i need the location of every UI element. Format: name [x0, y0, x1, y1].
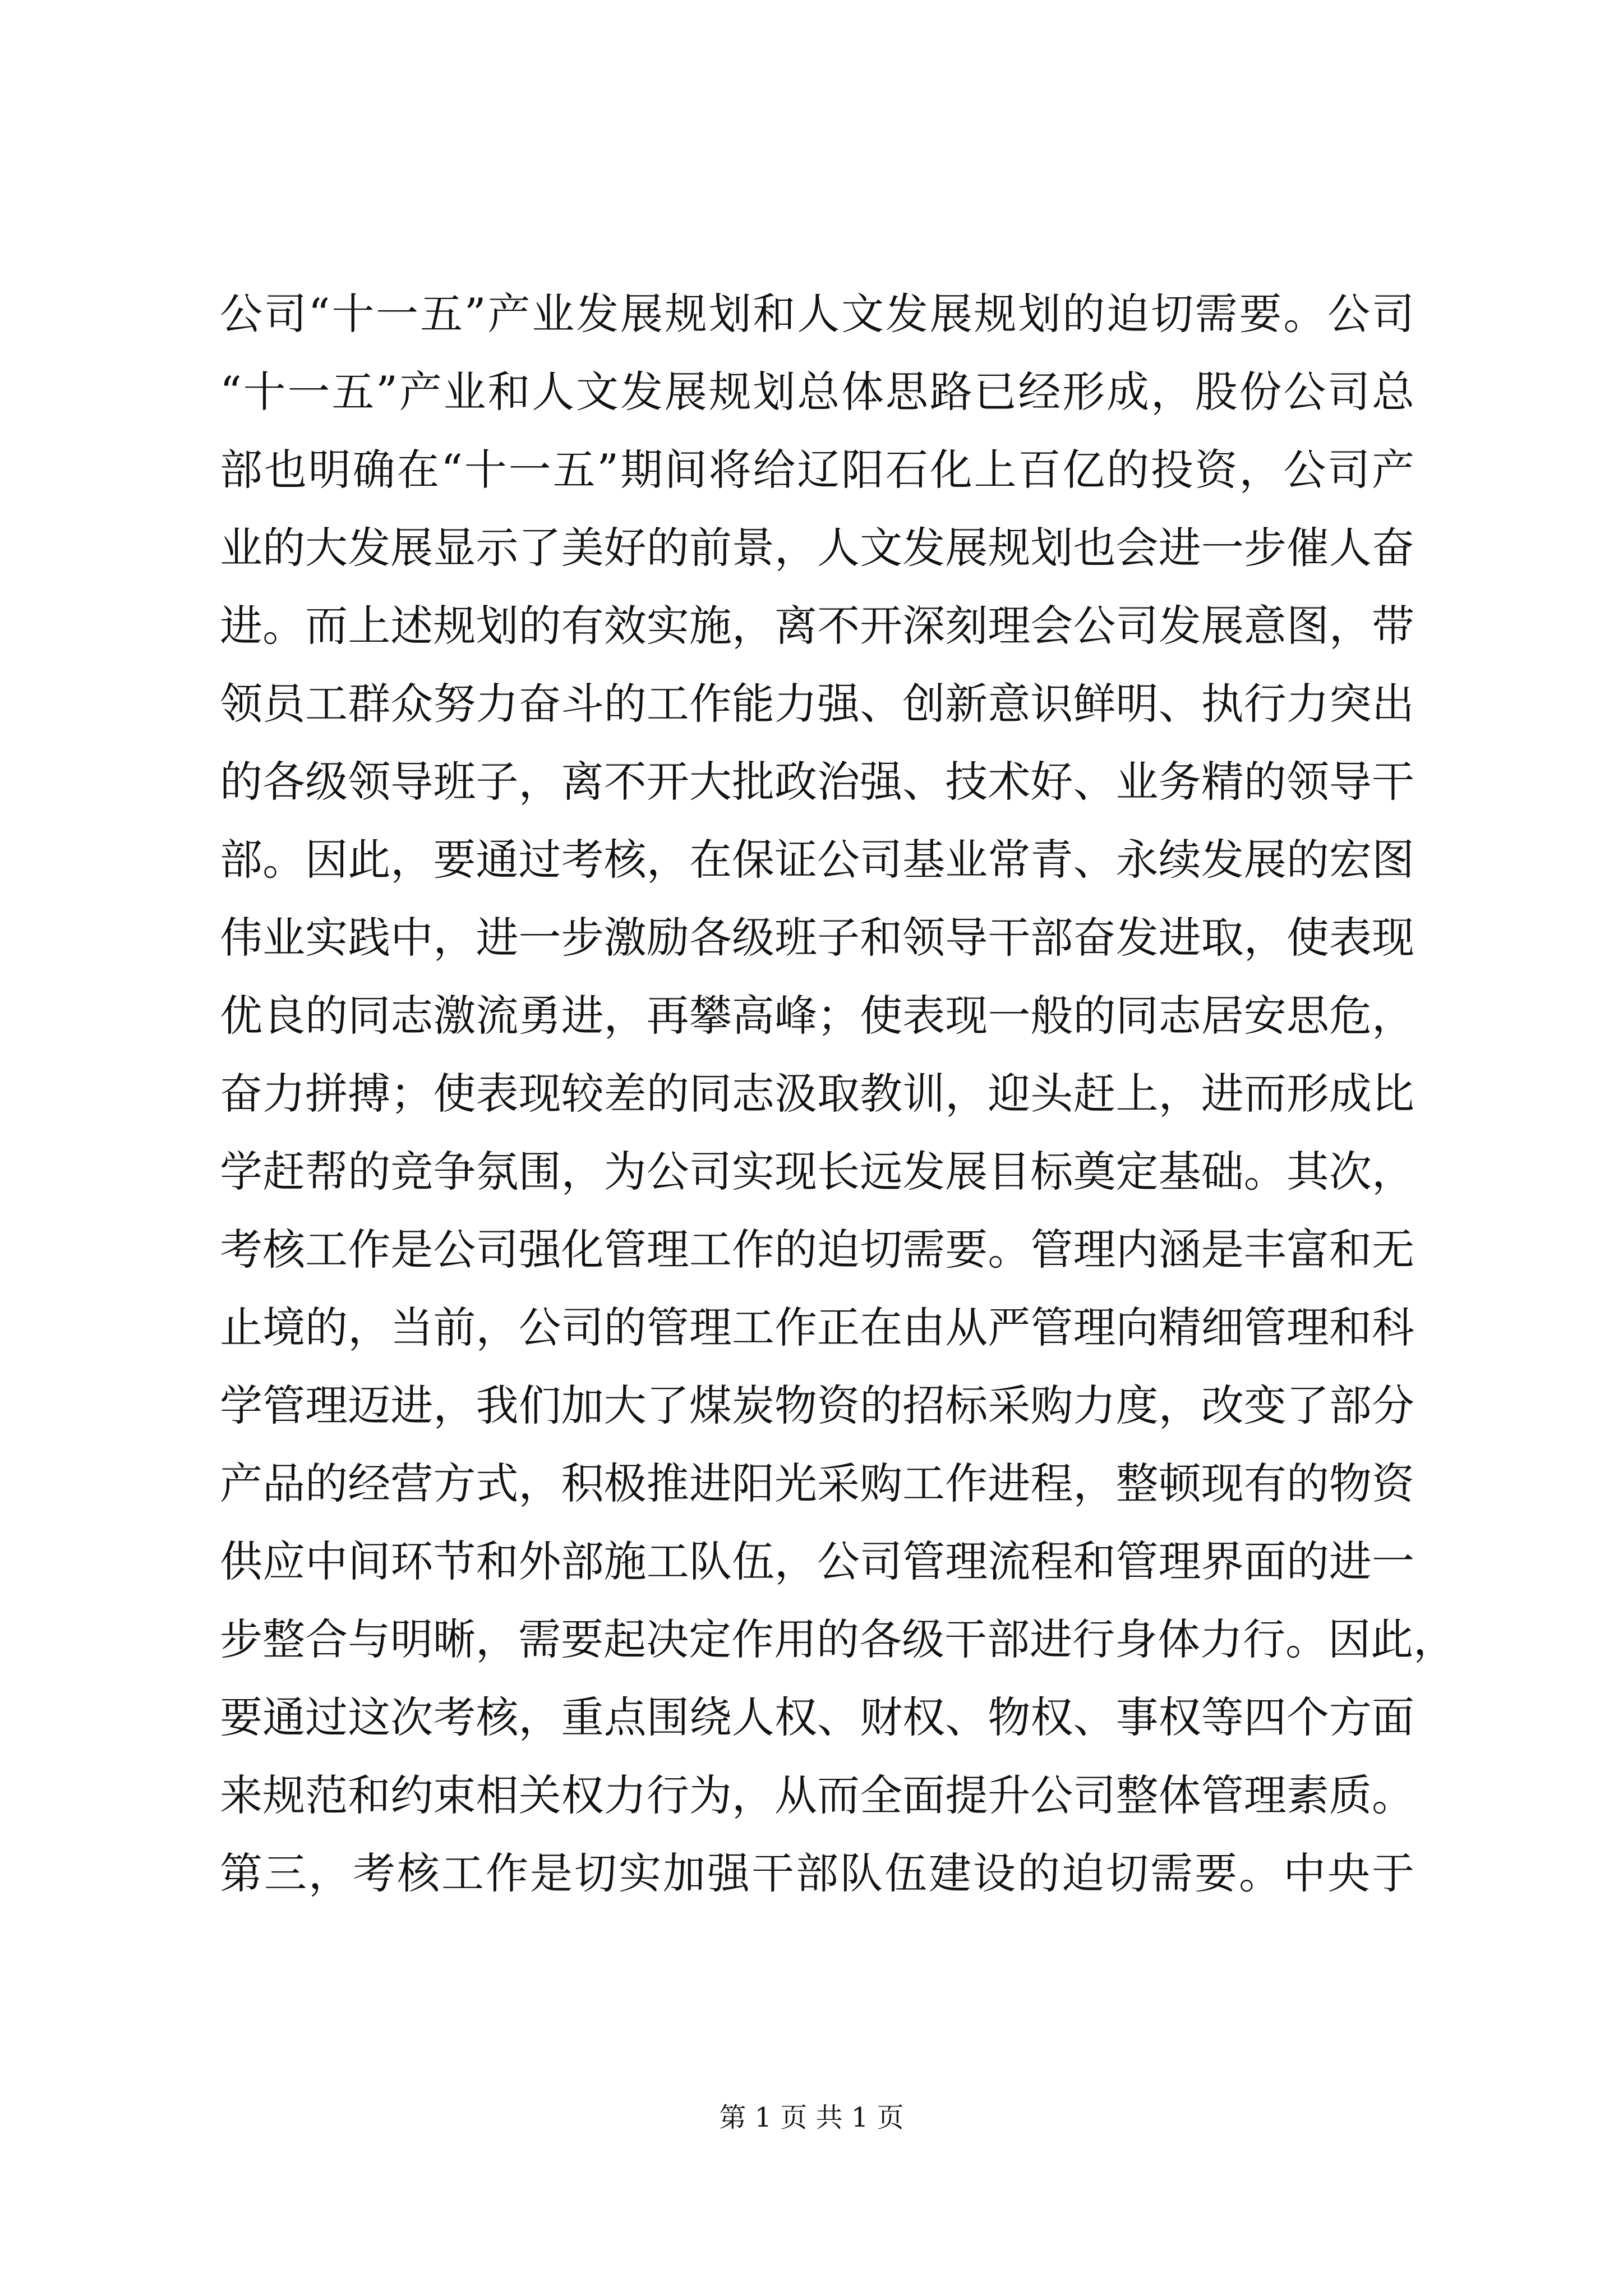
- text-line: 步整合与明晰，需要起决定作用的各级干部进行身体力行。因此，: [220, 1614, 1456, 1664]
- text-line: 产品的经营方式，积极推进阳光采购工作进程，整顿现有的物资: [220, 1458, 1414, 1508]
- text-line: 进。而上述规划的有效实施，离不开深刻理会公司发展意图，带: [220, 601, 1414, 651]
- text-line: 优良的同志激流勇进，再攀高峰；使表现一般的同志居安思危，: [220, 991, 1414, 1041]
- text-line: 业的大发展显示了美好的前景，人文发展规划也会进一步催人奋: [220, 523, 1414, 573]
- text-line: 奋力拼搏；使表现较差的同志汲取教训，迎头赶上，进而形成比: [220, 1069, 1414, 1119]
- page-number-label: 第 1 页 共 1 页: [719, 2102, 904, 2133]
- text-line: “十一五”产业和人文发展规划总体思路已经形成，股份公司总: [220, 367, 1414, 417]
- text-line: 部也明确在“十一五”期间将给辽阳石化上百亿的投资，公司产: [220, 445, 1414, 495]
- text-line: 的各级领导班子，离不开大批政治强、技术好、业务精的领导干: [220, 757, 1414, 807]
- text-line: 伟业实践中，进一步激励各级班子和领导干部奋发进取，使表现: [220, 913, 1414, 963]
- text-line: 来规范和约束相关权力行为，从而全面提升公司整体管理素质。: [220, 1770, 1414, 1820]
- text-line: 考核工作是公司强化管理工作的迫切需要。管理内涵是丰富和无: [220, 1225, 1414, 1274]
- text-line: 学管理迈进，我们加大了煤炭物资的招标采购力度，改变了部分: [220, 1381, 1414, 1430]
- text-line: 部。因此，要通过考核，在保证公司基业常青、永续发展的宏图: [220, 835, 1414, 885]
- text-line: 公司“十一五”产业发展规划和人文发展规划的迫切需要。公司: [220, 289, 1414, 339]
- text-line: 供应中间环节和外部施工队伍，公司管理流程和管理界面的进一: [220, 1536, 1414, 1586]
- text-line: 领员工群众努力奋斗的工作能力强、创新意识鲜明、执行力突出: [220, 679, 1414, 729]
- text-line: 学赶帮的竞争氛围，为公司实现长远发展目标奠定基础。其次，: [220, 1147, 1414, 1197]
- text-line: 第三，考核工作是切实加强干部队伍建设的迫切需要。中央于: [220, 1848, 1414, 1898]
- text-line: 要通过这次考核，重点围绕人权、财权、物权、事权等四个方面: [220, 1692, 1414, 1742]
- body-text: [220, 275, 1456, 1912]
- text-line: 止境的，当前，公司的管理工作正在由从严管理向精细管理和科: [220, 1303, 1414, 1352]
- page-footer: [0, 2101, 1623, 2134]
